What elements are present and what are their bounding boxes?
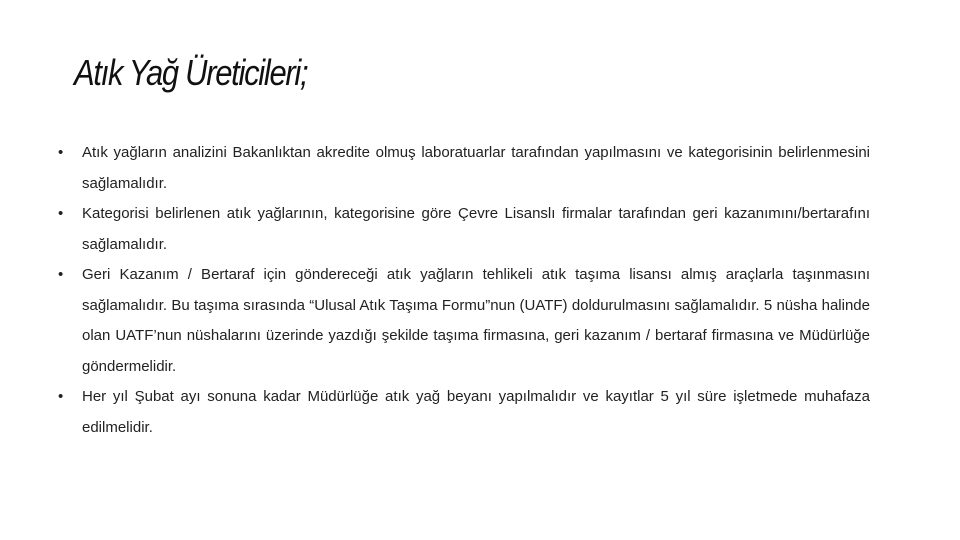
bullet-dot-icon: •: [58, 266, 64, 283]
bullet-item-2: [58, 199, 870, 260]
bullet-dot-icon: •: [58, 144, 64, 161]
bullet-text-3: Geri Kazanım / Bertaraf için göndereceği atık yağların tehlikeli atık taşıma lisansı almış araçlarla taşınmasını sağlamalıdır. Bu taşıma sırasında “Ulusal Atık Taşıma Formu”nun (UATF) doldurulmasını sağlamalıdır. 5 nüsha halinde olan UATF’nun nüshalarını üzerinde yazdığı şekilde taşıma firmasına, geri kazanım / bertaraf firmasına ve Müdürlüğe göndermelidir.: [82, 266, 870, 375]
bullet-text-4: Her yıl Şubat ayı sonuna kadar Müdürlüğe atık yağ beyanı yapılmalıdır ve kayıtlar 5 yıl süre işletmede muhafaza edilmelidir.: [82, 388, 870, 436]
bullet-item-3: [58, 260, 870, 382]
bullet-item-1: [58, 138, 870, 199]
bullet-text-2: Kategorisi belirlenen atık yağlarının, kategorisine göre Çevre Lisanslı firmalar tarafından geri kazanımını/bertarafını sağlamalıdır.: [82, 205, 870, 253]
bullet-list: [58, 138, 870, 443]
bullet-text-1: Atık yağların analizini Bakanlıktan akredite olmuş laboratuarlar tarafından yapılmasını ve kategorisinin belirlenmesini sağlamalıdır.: [82, 144, 870, 192]
bullet-item-4: [58, 382, 870, 443]
bullet-dot-icon: •: [58, 205, 64, 222]
bullet-dot-icon: •: [58, 388, 64, 405]
slide-title: Atık Yağ Üreticileri;: [74, 52, 308, 93]
